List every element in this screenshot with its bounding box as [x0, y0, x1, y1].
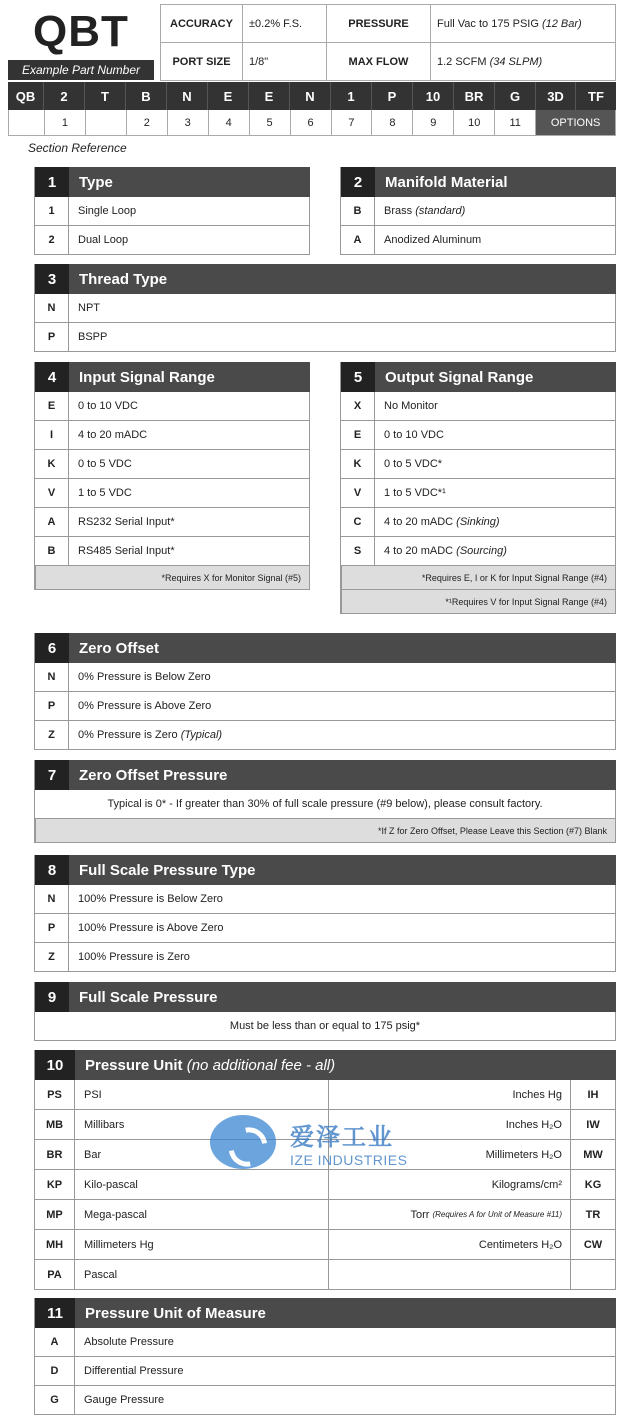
option-desc: No Monitor	[384, 400, 438, 412]
spec-value: 1/8"	[243, 43, 327, 81]
unit-code: IH	[587, 1088, 599, 1101]
option-desc: Anodized Aluminum	[384, 234, 482, 246]
unit-name: PSI	[75, 1080, 329, 1109]
num-cell: 2	[127, 110, 168, 136]
section-header	[35, 167, 310, 197]
section-number: 9	[35, 982, 69, 1012]
option-code: E	[341, 421, 375, 449]
section-zero-offset	[34, 633, 616, 750]
option-row	[35, 226, 310, 255]
option-code: B	[341, 197, 375, 225]
num-cell: 6	[291, 110, 332, 136]
options-cell: OPTIONS	[536, 110, 616, 136]
option-row	[35, 479, 310, 508]
option-code: N	[35, 294, 69, 322]
num-cell: 10	[454, 110, 495, 136]
option-row	[341, 450, 616, 479]
unit-row	[35, 1260, 616, 1290]
spec-key: PRESSURE	[327, 5, 431, 43]
section-title: Full Scale Pressure Type	[79, 861, 256, 879]
option-desc: 4 to 20 mADC (Sourcing)	[384, 545, 507, 557]
num-cell	[9, 110, 45, 136]
option-row	[35, 323, 616, 352]
unit-name: Kilograms/cm²	[329, 1170, 571, 1199]
section-title: Thread Type	[79, 270, 168, 288]
section-text: Must be less than or equal to 175 psig*	[35, 1012, 616, 1041]
option-row	[35, 450, 310, 479]
unit-code: KP	[35, 1170, 75, 1199]
option-row	[35, 663, 616, 692]
option-code: I	[35, 421, 69, 449]
option-desc: 100% Pressure is Zero	[78, 951, 190, 963]
unit-name: Millimeters Hg	[75, 1230, 329, 1259]
option-desc: Gauge Pressure	[84, 1394, 165, 1406]
option-desc: 100% Pressure is Above Zero	[78, 922, 224, 934]
watermark-cn: 爱泽工业	[290, 1123, 394, 1151]
option-code: P	[35, 914, 69, 942]
unit-name: Pascal	[75, 1260, 329, 1289]
num-cell: 7	[332, 110, 373, 136]
option-code: K	[35, 450, 69, 478]
unit-code	[571, 1260, 615, 1289]
section-header	[35, 633, 616, 663]
section-header	[35, 760, 616, 790]
spec-key: MAX FLOW	[327, 43, 431, 81]
unit-row	[35, 1170, 616, 1200]
code-cell: N	[167, 82, 208, 110]
option-code: E	[35, 392, 69, 420]
option-desc: 100% Pressure is Below Zero	[78, 893, 223, 905]
unit-code: IW	[586, 1118, 600, 1131]
section-number: 4	[35, 362, 69, 392]
option-desc: Differential Pressure	[84, 1365, 184, 1377]
option-row	[35, 885, 616, 914]
option-code: A	[341, 226, 375, 254]
option-desc: BSPP	[78, 331, 108, 343]
option-row	[341, 537, 616, 566]
option-desc: Absolute Pressure	[84, 1336, 174, 1348]
option-code: S	[341, 537, 375, 565]
num-cell: 9	[413, 110, 454, 136]
unit-code: KG	[584, 1178, 602, 1191]
product-title: QBT	[33, 7, 129, 56]
unit-row	[35, 1080, 616, 1110]
spec-key: ACCURACY	[161, 5, 243, 43]
section-header	[35, 855, 616, 885]
section-number: 8	[35, 855, 69, 885]
part-code-row	[8, 82, 616, 110]
option-desc: RS232 Serial Input*	[78, 516, 175, 528]
section-pressure-unit-of-measure	[34, 1298, 616, 1415]
option-code: G	[35, 1386, 75, 1414]
option-code: 2	[35, 226, 69, 254]
option-desc: 4 to 20 mADC (Sinking)	[384, 516, 500, 528]
code-cell: 10	[413, 82, 454, 110]
option-desc: 0% Pressure is Below Zero	[78, 671, 211, 683]
option-desc: Dual Loop	[78, 234, 129, 246]
code-cell: G	[495, 82, 536, 110]
num-cell: 1	[45, 110, 86, 136]
option-code: N	[35, 885, 69, 913]
option-code: Z	[35, 721, 69, 749]
section-title: Pressure Unit of Measure	[85, 1304, 266, 1322]
section-header	[35, 982, 616, 1012]
unit-code: MH	[35, 1230, 75, 1259]
spec-row-1	[161, 5, 616, 43]
section-type	[34, 167, 310, 255]
code-cell: 1	[331, 82, 372, 110]
unit-code: TR	[585, 1208, 601, 1221]
option-row	[341, 226, 616, 255]
option-row	[35, 537, 310, 566]
unit-name: Torr (Requires A for Unit of Measure #11)	[329, 1200, 571, 1229]
option-desc: 0 to 10 VDC	[78, 400, 138, 412]
section-thread-type	[34, 264, 616, 352]
unit-code: MW	[583, 1148, 603, 1161]
spec-row-2	[161, 43, 616, 81]
option-code: P	[35, 692, 69, 720]
section-header	[35, 362, 310, 392]
unit-code: PA	[35, 1260, 75, 1289]
section-number: 2	[341, 167, 375, 197]
num-cell	[86, 110, 127, 136]
unit-name: Inches Hg	[329, 1080, 571, 1109]
option-row	[341, 421, 616, 450]
section-note: *Requires E, I or K for Input Signal Range (#4)	[341, 566, 616, 590]
option-row	[35, 1386, 616, 1415]
section-note: *¹Requires V for Input Signal Range (#4)	[341, 590, 616, 614]
unit-name: Millimeters H₂O	[329, 1140, 571, 1169]
unit-code: MB	[35, 1110, 75, 1139]
section-number-row	[8, 110, 616, 136]
option-desc: 1 to 5 VDC*¹	[384, 487, 446, 499]
company-logo-icon	[210, 1115, 276, 1169]
section-title: Input Signal Range	[79, 368, 215, 386]
option-code: P	[35, 323, 69, 351]
section-header	[35, 1298, 616, 1328]
option-code: X	[341, 392, 375, 420]
watermark	[210, 1112, 440, 1172]
option-row	[341, 508, 616, 537]
code-cell: 3D	[536, 82, 576, 110]
section-title: Full Scale Pressure	[79, 988, 218, 1006]
option-row	[35, 421, 310, 450]
section-header	[35, 264, 616, 294]
num-cell: 8	[372, 110, 413, 136]
section-zero-offset-pressure	[34, 760, 616, 843]
section-full-scale-pressure	[34, 982, 616, 1041]
option-desc: Brass (standard)	[384, 205, 466, 217]
watermark-text	[290, 1117, 407, 1168]
option-row	[35, 692, 616, 721]
section-title: Type	[79, 173, 113, 191]
unit-code: CW	[583, 1238, 603, 1251]
unit-name: Mega-pascal	[75, 1200, 329, 1229]
option-desc: 0 to 5 VDC	[78, 458, 132, 470]
section-number: 7	[35, 760, 69, 790]
section-note: *If Z for Zero Offset, Please Leave this Section (#7) Blank	[35, 819, 616, 843]
section-number: 1	[35, 167, 69, 197]
watermark-en: IZE INDUSTRIES	[290, 1151, 408, 1168]
unit-name: Millibars	[75, 1110, 329, 1139]
code-cell: QB	[8, 82, 44, 110]
option-desc: 0 to 5 VDC*	[384, 458, 443, 470]
section-reference-label: Section Reference	[28, 141, 127, 155]
option-row	[35, 943, 616, 972]
code-cell: E	[249, 82, 290, 110]
section-title: Pressure Unit (no additional fee - all)	[85, 1056, 336, 1074]
option-row	[35, 294, 616, 323]
option-desc: Single Loop	[78, 205, 137, 217]
option-row	[35, 1328, 616, 1357]
option-code: N	[35, 663, 69, 691]
option-desc: NPT	[78, 302, 100, 314]
spec-value: ±0.2% F.S.	[243, 5, 327, 43]
unit-name: Centimeters H₂O	[329, 1230, 571, 1259]
option-code: A	[35, 508, 69, 536]
section-header	[341, 167, 616, 197]
unit-code: PS	[35, 1080, 75, 1109]
unit-name: Bar	[75, 1140, 329, 1169]
option-desc: 1 to 5 VDC	[78, 487, 132, 499]
section-note: *Requires X for Monitor Signal (#5)	[35, 566, 310, 590]
section-title: Zero Offset	[79, 639, 160, 657]
section-number: 6	[35, 633, 69, 663]
spec-grid	[160, 4, 616, 81]
option-desc: 4 to 20 mADC	[78, 429, 148, 441]
option-desc: 0% Pressure is Above Zero	[78, 700, 212, 712]
section-output-signal-range	[340, 362, 616, 614]
unit-name	[329, 1260, 571, 1289]
code-cell: P	[372, 82, 413, 110]
code-cell: B	[126, 82, 167, 110]
section-header	[35, 1050, 616, 1080]
option-desc: RS485 Serial Input*	[78, 545, 175, 557]
num-cell: 5	[250, 110, 291, 136]
spec-value: Full Vac to 175 PSIG (12 Bar)	[431, 5, 616, 43]
unit-name: Kilo-pascal	[75, 1170, 329, 1199]
option-code: 1	[35, 197, 69, 225]
code-cell: TF	[588, 88, 604, 104]
section-number: 11	[35, 1298, 75, 1328]
code-cell: T	[85, 82, 126, 110]
option-row	[35, 914, 616, 943]
option-row	[35, 197, 310, 226]
spec-key: PORT SIZE	[161, 43, 243, 81]
option-code: K	[341, 450, 375, 478]
option-row	[341, 392, 616, 421]
option-row	[35, 508, 310, 537]
section-title: Zero Offset Pressure	[79, 766, 228, 784]
option-code: A	[35, 1328, 75, 1356]
unit-row	[35, 1230, 616, 1260]
option-desc: 0% Pressure is Zero (Typical)	[78, 729, 223, 741]
section-number: 10	[35, 1050, 75, 1080]
option-code: Z	[35, 943, 69, 971]
section-title: Output Signal Range	[385, 368, 534, 386]
section-text: Typical is 0* - If greater than 30% of full scale pressure (#9 below), please consult factory.	[35, 790, 616, 819]
option-desc: 0 to 10 VDC	[384, 429, 444, 441]
option-code: B	[35, 537, 69, 565]
section-number: 3	[35, 264, 69, 294]
section-input-signal-range	[34, 362, 310, 590]
section-title: Manifold Material	[385, 173, 508, 191]
unit-row	[35, 1200, 616, 1230]
option-row	[35, 1357, 616, 1386]
section-header	[341, 362, 616, 392]
code-cell: 2	[44, 82, 85, 110]
option-row	[35, 392, 310, 421]
num-cell: 3	[168, 110, 209, 136]
option-code: V	[35, 479, 69, 507]
option-code: V	[341, 479, 375, 507]
num-cell: 4	[209, 110, 250, 136]
example-part-number-label: Example Part Number	[8, 60, 154, 80]
code-cell: BR	[454, 82, 495, 110]
section-manifold-material	[340, 167, 616, 255]
option-row	[35, 721, 616, 750]
section-number: 5	[341, 362, 375, 392]
code-cell: N	[290, 82, 331, 110]
unit-name: Inches H₂O	[329, 1110, 571, 1139]
section-full-scale-pressure-type	[34, 855, 616, 972]
code-cell: E	[208, 82, 249, 110]
unit-code: MP	[35, 1200, 75, 1229]
unit-code: BR	[35, 1140, 75, 1169]
option-row	[341, 197, 616, 226]
option-code: C	[341, 508, 375, 536]
spec-value: 1.2 SCFM (34 SLPM)	[431, 43, 616, 81]
num-cell: 11	[495, 110, 536, 136]
option-row	[341, 479, 616, 508]
option-code: D	[35, 1357, 75, 1385]
